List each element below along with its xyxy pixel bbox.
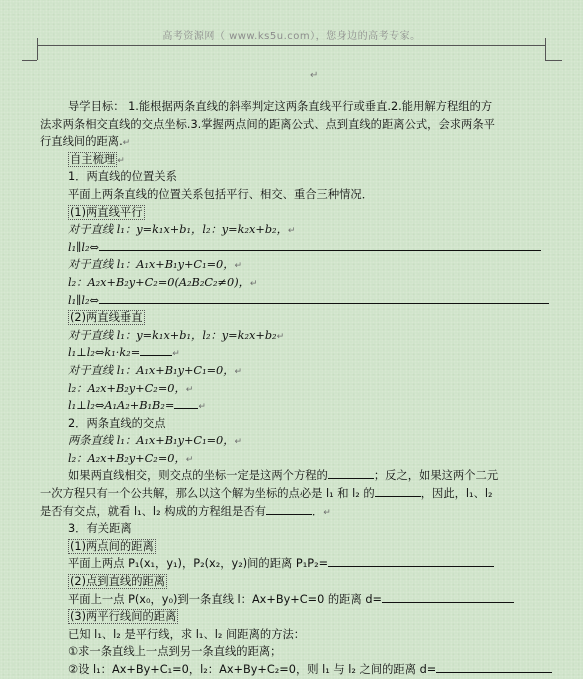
paragraph-mark: ↵ — [198, 402, 206, 413]
text-line-content: 平面上两点 P₁(x₁，y₁)，P₂(x₂，y₂)间的距离 P₁P₂= — [68, 557, 329, 571]
text-line — [68, 591, 568, 609]
text-line-content: 一次方程只有一个公共解，那么以这个解为坐标的点必是 l₁ 和 l₂ 的 — [40, 487, 375, 501]
text-line-content: ，因此，l₁、l₂ — [420, 487, 493, 501]
text-line — [68, 151, 568, 169]
blank-line[interactable] — [328, 467, 374, 479]
blank-line[interactable] — [436, 661, 552, 673]
text-line: 法求两条相交直线的交点坐标.3.掌握两点间的距离公式、点到直线的距离公式，会求两条平 — [40, 117, 495, 131]
paragraph-mark: ↵ — [310, 70, 319, 81]
text-line-content: 是否有交点，就看 l₁、l₂ 构成的方程组是否有 — [40, 504, 266, 518]
blank-line[interactable] — [266, 503, 312, 515]
blank-line[interactable] — [99, 239, 541, 251]
blank-line[interactable] — [99, 292, 549, 304]
text-line — [68, 344, 568, 362]
paragraph-mark: ↵ — [234, 366, 243, 377]
subsection-heading: (2)两直线垂直 — [70, 311, 143, 325]
text-line — [68, 608, 568, 626]
formula: l₁∥l₂⇔ — [68, 293, 99, 307]
header-rule — [37, 45, 545, 46]
text-line — [68, 573, 568, 591]
formula: 两条直线 l₁：A₁x+B₁y+C₁=0， — [68, 434, 235, 448]
paragraph-mark: ↵ — [234, 437, 243, 448]
section-heading: 自主梳理 — [70, 152, 116, 166]
text-line-content: 如果两直线相交，则交点的坐标一定是这两个方程的 — [68, 469, 328, 483]
paragraph-mark: ↵ — [185, 384, 194, 395]
formula: 对于直线 l₁：y=k₁x+b₁，l₂：y=k₂x+b₂ — [68, 328, 277, 342]
blank-line[interactable] — [382, 591, 514, 603]
text-line — [68, 538, 568, 556]
text-line — [68, 397, 568, 415]
text-line — [68, 467, 568, 485]
text-line — [68, 256, 568, 274]
text-line-content: 平面上一点 P(x₀，y₀)到一条直线 l：Ax+By+C=0 的距离 d= — [68, 592, 382, 606]
subsection-heading: (3)两平行线间的距离 — [70, 610, 177, 624]
blank-line[interactable] — [328, 555, 494, 567]
formula: l₁⊥l₂⇔k₁·k₂= — [68, 346, 141, 360]
text-line — [68, 274, 568, 292]
text-line — [68, 204, 568, 222]
text-line — [68, 327, 568, 345]
formula: l₁∥l₂⇔ — [68, 240, 99, 254]
text-line: 已知 l₁、l₂ 是平行线，求 l₁、l₂ 间距离的方法： — [68, 627, 306, 641]
subsection-heading: (1)两直线平行 — [70, 205, 143, 219]
text-line — [68, 362, 568, 380]
text-line: 是否有交点，就看 l₁、l₂ 构成的方程组是否有 ．↵ — [40, 504, 331, 518]
formula: 对于直线 l₁：A₁x+B₁y+C₁=0， — [68, 363, 235, 377]
text-line-content: ②设 l₁：Ax+By+C₁=0，l₂：Ax+By+C₂=0，则 l₁ 与 l₂ 之间的距离 d= — [68, 663, 437, 676]
text-line: 1．两直线的位置关系 — [68, 170, 177, 184]
formula: 对于直线 l₁：y=k₁x+b₁，l₂：y=k₂x+b₂， — [68, 223, 288, 237]
text-line-content: 行直线间的距离. — [40, 135, 123, 149]
text-line — [68, 380, 568, 398]
formula: l₁⊥l₂⇔A₁A₂+B₁B₂= — [68, 399, 175, 413]
text-line — [68, 432, 568, 450]
text-line: 3．有关距离 — [68, 522, 132, 536]
document-body[interactable] — [40, 98, 540, 679]
crop-mark-right-h — [545, 60, 562, 61]
paragraph-mark: ↵ — [249, 278, 258, 289]
text-line — [68, 309, 568, 327]
crop-mark-left — [37, 38, 38, 60]
text-line: 导学目标： 1.能根据两条直线的斜率判定这两条直线平行或垂直.2.能用解方程组的方 — [68, 100, 493, 113]
paragraph-mark: ↵ — [185, 454, 194, 465]
text-line: ①求一条直线上一点到另一条直线的距离； — [68, 645, 282, 659]
text-line — [68, 555, 568, 573]
formula: l₂：A₂x+B₂y+C₂=0(A₂B₂C₂≠0)， — [68, 275, 250, 289]
formula: l₂：A₂x+B₂y+C₂=0， — [68, 451, 186, 465]
formula: 对于直线 l₁：A₁x+B₁y+C₁=0， — [68, 258, 235, 272]
crop-mark-right — [545, 38, 546, 60]
text-line — [68, 221, 568, 239]
text-line — [68, 450, 568, 468]
paragraph-mark: ↵ — [117, 155, 125, 166]
paragraph-mark: ↵ — [276, 331, 285, 342]
paragraph-mark: ↵ — [234, 261, 243, 272]
blank-line[interactable] — [375, 485, 421, 497]
paragraph-mark: ↵ — [323, 507, 331, 518]
page-header: 高考资源网（ www.ks5u.com），您身边的高考专家。 — [162, 31, 421, 42]
formula: l₂：A₂x+B₂y+C₂=0， — [68, 381, 186, 395]
paragraph-mark: ↵ — [287, 226, 296, 237]
text-line — [68, 292, 568, 310]
text-line: 2．两条直线的交点 — [68, 416, 166, 430]
text-line — [40, 485, 540, 503]
text-line-content: ；反之，如果这两个二元 — [373, 469, 499, 483]
subsection-heading: (2)点到直线的距离 — [70, 575, 166, 589]
text-line — [68, 661, 568, 679]
crop-mark-left-h — [22, 60, 37, 61]
subsection-heading: (1)两点间的距离 — [70, 539, 154, 553]
blank-line[interactable] — [140, 344, 172, 356]
text-line — [68, 239, 568, 257]
paragraph-mark: ↵ — [172, 349, 180, 360]
text-line — [40, 133, 540, 151]
paragraph-mark: ↵ — [122, 138, 131, 149]
blank-line[interactable] — [174, 397, 198, 409]
text-line: 平面上两条直线的位置关系包括平行、相交、重合三种情况． — [68, 187, 374, 201]
